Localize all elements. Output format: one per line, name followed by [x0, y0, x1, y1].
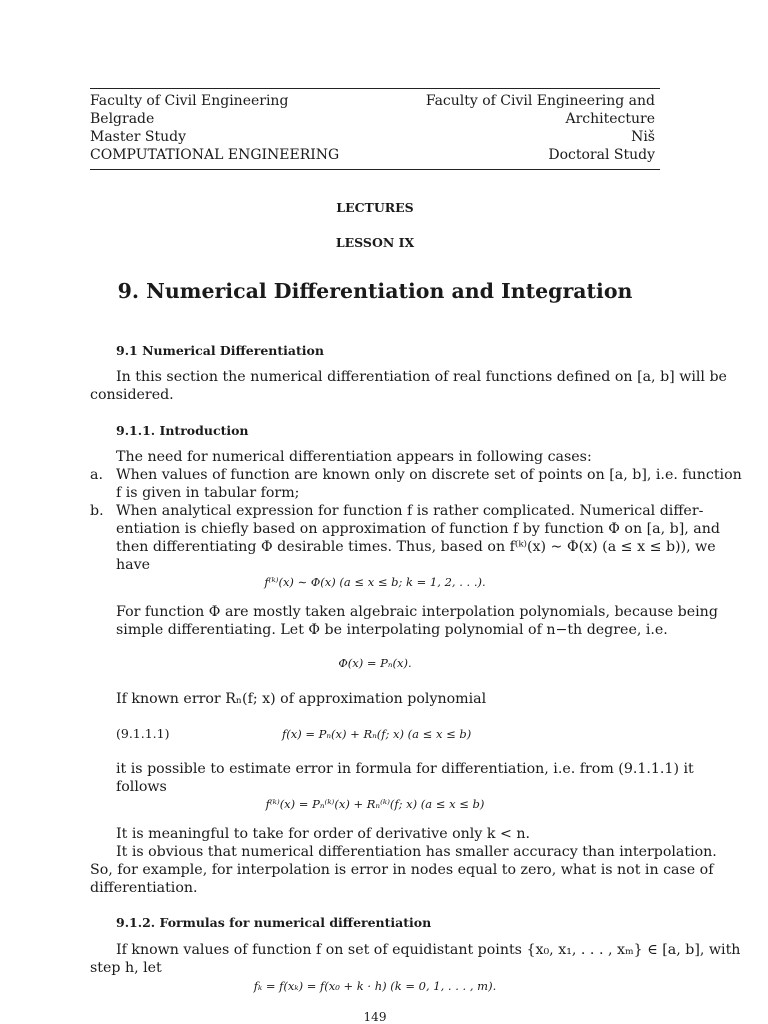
- header-left-block: [90, 92, 339, 164]
- header-left-line: Faculty of Civil Engineering: [90, 93, 289, 109]
- paragraph-line: So, for example, for interpolation is error in nodes equal to zero, what is not in case of: [90, 862, 714, 878]
- chapter-title: 9. Numerical Differentiation and Integration: [117, 279, 633, 303]
- header-right-line: Niš: [631, 129, 655, 145]
- lectures-label: LECTURES: [336, 200, 414, 215]
- header-left-line: Master Study: [90, 129, 187, 145]
- equation-main: f(x) = Pₙ(x) + Rₙ(f; x) (a ≤ x ≤ b): [282, 727, 472, 741]
- header-left-line: COMPUTATIONAL ENGINEERING: [90, 147, 340, 163]
- list-item-a-line: f is given in tabular form;: [116, 485, 300, 501]
- equation-approximation: f⁽ᵏ⁾(x) ∼ Φ(x) (a ≤ x ≤ b; k = 1, 2, . . .).: [264, 575, 486, 589]
- equation-derivative: f⁽ᵏ⁾(x) = Pₙ⁽ᵏ⁾(x) + Rₙ⁽ᵏ⁾(f; x) (a ≤ x ≤ b): [265, 797, 485, 811]
- page-number: 149: [363, 1010, 387, 1024]
- section-heading-9-1: 9.1 Numerical Differentiation: [116, 343, 324, 358]
- list-marker-b: b.: [90, 503, 104, 519]
- list-item-b-line: entiation is chiefly based on approximation of function f by function Φ on [a, b], and: [116, 521, 720, 537]
- paragraph-line: it is possible to estimate error in formula for differentiation, i.e. from (9.1.1.1) it: [116, 761, 694, 777]
- paragraph-line: follows: [116, 779, 167, 795]
- list-item-b-line: have: [116, 557, 151, 573]
- equation-phi: Φ(x) = Pₙ(x).: [338, 656, 412, 670]
- header-right-line: Doctoral Study: [548, 147, 655, 163]
- paragraph-line: It is obvious that numerical differentiation has smaller accuracy than interpolation.: [116, 844, 717, 860]
- equation-fk: fₖ = f(xₖ) = f(x₀ + k · h) (k = 0, 1, . . . , m).: [253, 979, 497, 993]
- list-item-a-line: When values of function are known only on discrete set of points on [a, b], i.e. function: [116, 467, 742, 483]
- paragraph-line: differentiation.: [90, 880, 198, 896]
- paragraph-line: step h, let: [90, 960, 162, 976]
- paragraph-line: In this section the numerical differentiation of real functions defined on [a, b] will be: [116, 369, 727, 385]
- paragraph-line: simple differentiating. Let Φ be interpolating polynomial of n−th degree, i.e.: [116, 622, 668, 638]
- section-heading-9-1-1: 9.1.1. Introduction: [116, 423, 249, 438]
- paragraph-line: It is meaningful to take for order of derivative only k < n.: [116, 826, 531, 842]
- header-bottom-rule: [90, 169, 660, 170]
- paragraph-line: If known error Rₙ(f; x) of approximation polynomial: [116, 691, 487, 707]
- paragraph-line: If known values of function f on set of equidistant points {x₀, x₁, . . . , xₘ} ∈ [a, b], with: [116, 942, 741, 958]
- section-heading-9-1-2: 9.1.2. Formulas for numerical differentiation: [116, 915, 432, 930]
- equation-label: (9.1.1.1): [116, 726, 170, 741]
- header-right-block: [350, 92, 655, 164]
- list-item-b-line: When analytical expression for function f is rather complicated. Numerical differ-: [116, 503, 704, 519]
- paragraph-line: For function Φ are mostly taken algebraic interpolation polynomials, because being: [116, 604, 718, 620]
- header-left-line: Belgrade: [90, 111, 155, 127]
- paragraph-line: The need for numerical differentiation appears in following cases:: [116, 449, 592, 465]
- lesson-label: LESSON IX: [335, 235, 415, 250]
- list-item-b-line: then differentiating Φ desirable times. Thus, based on f⁽ᵏ⁾(x) ∼ Φ(x) (a ≤ x ≤ b)), we: [116, 539, 716, 555]
- list-marker-a: a.: [90, 467, 103, 483]
- paragraph-line: considered.: [90, 387, 174, 403]
- header-top-rule: [90, 88, 660, 89]
- header-right-line: Faculty of Civil Engineering and Architecture: [425, 93, 655, 127]
